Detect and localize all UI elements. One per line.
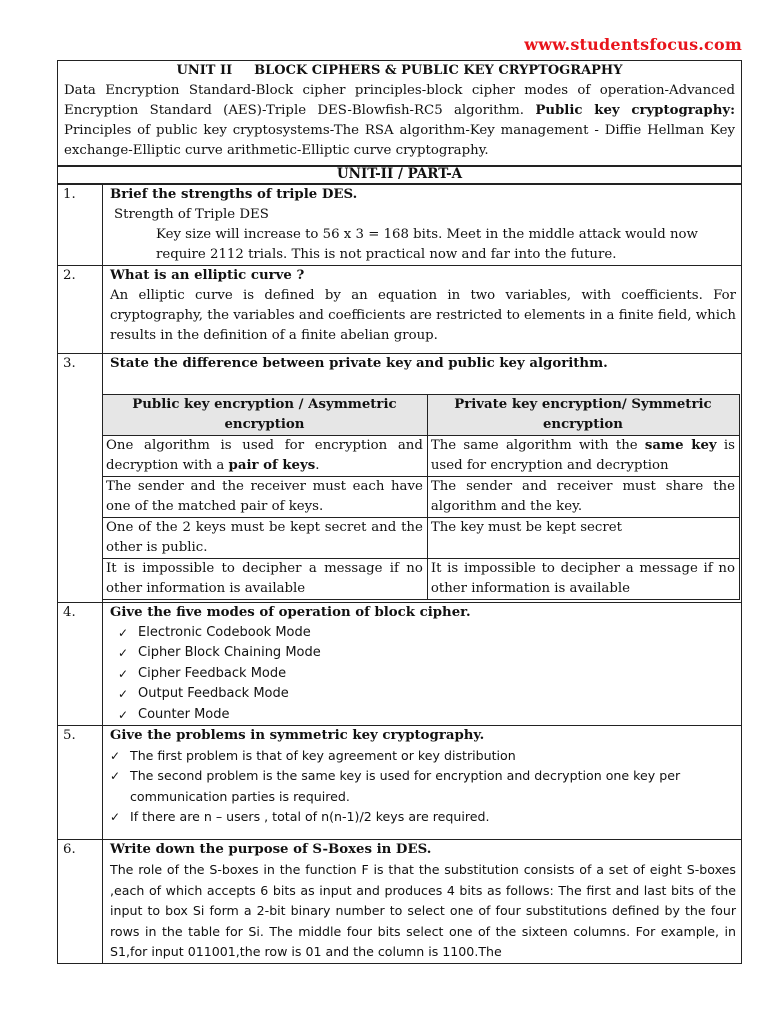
- question-row-5: [58, 726, 742, 840]
- list-item: ✓ The second problem is the same key is used for encryption and decryption one key per communication parties is required.: [110, 768, 681, 804]
- question-text: Give the five modes of operation of block cipher.: [110, 605, 471, 620]
- check-mark-icon: ✓: [110, 810, 121, 825]
- comparison-row: [103, 436, 740, 477]
- check-mark-icon: ✓: [110, 749, 121, 764]
- unit-syllabus-box: [57, 60, 742, 167]
- questions-table: [57, 184, 742, 964]
- question-number: 6.: [58, 840, 103, 964]
- site-url[interactable]: www.studentsfocus.com: [524, 35, 742, 54]
- answer-text: Key size will increase to 56 x 3 = 168 bits. Meet in the middle attack would now require 2112 trials. This is not practical now and far into the future.: [156, 227, 698, 262]
- question-body: [103, 354, 742, 603]
- private-key-cell: The same algorithm with the same key is used for encryption and decryption: [427, 436, 739, 477]
- question-number: 4.: [58, 603, 103, 726]
- column-header-public-key: Public key encryption / Asymmetric encryption: [103, 395, 428, 436]
- unit-syllabus: [64, 81, 735, 161]
- part-a-heading: UNIT-II / PART-A: [57, 165, 742, 184]
- list-item: ✓ If there are n – users , total of n(n-1)/2 keys are required.: [110, 807, 736, 827]
- private-key-cell: It is impossible to decipher a message if no other information is available: [427, 559, 739, 600]
- answer-text: The role of the S-boxes in the function F is that the substitution consists of a set of eight S-boxes ,each of which accepts 6 bits as input and produces 4 bits as follows: The first and last bits of the input to box Si form a 2-bit binary number to select one of four substitutions defined by the four rows in the table for Si. The middle four bits select one of the sixteen columns. For example, in S1,for input 011001,the row is 01 and the column is 1100.The: [110, 862, 736, 960]
- public-key-cell: The sender and the receiver must each have one of the matched pair of keys.: [103, 477, 428, 518]
- question-row-2: [58, 266, 742, 354]
- private-key-cell: The key must be kept secret: [427, 518, 739, 559]
- syllabus-bold: Public key cryptography:: [535, 103, 735, 118]
- question-row-3: [58, 354, 742, 603]
- comparison-table: [102, 394, 740, 600]
- question-text: What is an elliptic curve ?: [110, 268, 305, 283]
- question-row-1: [58, 185, 742, 266]
- column-header-private-key: Private key encryption/ Symmetric encryption: [427, 395, 739, 436]
- check-mark-icon: ✓: [110, 769, 121, 784]
- comparison-row: [103, 518, 740, 559]
- syllabus-part1: Data Encryption Standard-Block cipher principles-block cipher modes of operation-Advanced Encryption Standard (AES)-Triple DES-Blowfish-RC5 algorithm.: [64, 83, 735, 118]
- answer-subheading: Strength of Triple DES: [114, 207, 269, 222]
- question-body: [103, 603, 742, 726]
- check-mark-icon: ✓: [118, 666, 129, 681]
- unit-name: BLOCK CIPHERS & PUBLIC KEY CRYPTOGRAPHY: [254, 63, 623, 78]
- list-item: ✓ The first problem is that of key agreement or key distribution: [110, 746, 736, 766]
- check-mark-icon: ✓: [118, 626, 129, 640]
- private-key-cell: The sender and receiver must share the algorithm and the key.: [427, 477, 739, 518]
- problems-list: [110, 746, 736, 828]
- list-item: ✓ Cipher Feedback Mode: [118, 664, 736, 684]
- check-mark-icon: ✓: [118, 687, 129, 702]
- question-body: [103, 185, 742, 266]
- question-body: [103, 840, 742, 964]
- public-key-cell: One of the 2 keys must be kept secret and the other is public.: [103, 518, 428, 559]
- public-key-cell: One algorithm is used for encryption and decryption with a pair of keys.: [103, 436, 428, 477]
- list-item: ✓ Electronic Codebook Mode: [118, 623, 736, 643]
- question-number: 1.: [58, 185, 103, 266]
- modes-list: [110, 623, 736, 725]
- comparison-row: [103, 477, 740, 518]
- question-number: 5.: [58, 726, 103, 840]
- unit-number: UNIT II: [176, 63, 233, 78]
- public-key-cell: It is impossible to decipher a message if no other information is available: [103, 559, 428, 600]
- list-item: ✓ Cipher Block Chaining Mode: [118, 643, 736, 663]
- unit-title: [64, 61, 735, 81]
- question-text: State the difference between private key and public key algorithm.: [110, 356, 608, 371]
- question-body: [103, 266, 742, 354]
- question-text: Write down the purpose of S-Boxes in DES.: [110, 842, 432, 858]
- check-mark-icon: ✓: [118, 646, 129, 661]
- list-item: ✓ Counter Mode: [118, 705, 736, 725]
- question-number: 2.: [58, 266, 103, 354]
- comparison-row: [103, 559, 740, 600]
- check-mark-icon: ✓: [118, 707, 129, 722]
- question-body: [103, 726, 742, 840]
- question-row-6: [58, 840, 742, 964]
- question-row-4: [58, 603, 742, 726]
- answer-text: An elliptic curve is defined by an equation in two variables, with coefficients. For cryptography, the variables and coefficients are restricted to elements in a finite field, which results in the definition of a finite abelian group.: [110, 288, 736, 343]
- question-text: Brief the strengths of triple DES.: [110, 187, 358, 202]
- question-text: Give the problems in symmetric key cryptography.: [110, 728, 485, 744]
- list-item: ✓ Output Feedback Mode: [118, 684, 736, 704]
- syllabus-part2: Principles of public key cryptosystems-The RSA algorithm-Key management - Diffie Hellman Key exchange-Elliptic curve arithmetic-Elliptic curve cryptography.: [64, 123, 735, 158]
- question-number: 3.: [58, 354, 103, 603]
